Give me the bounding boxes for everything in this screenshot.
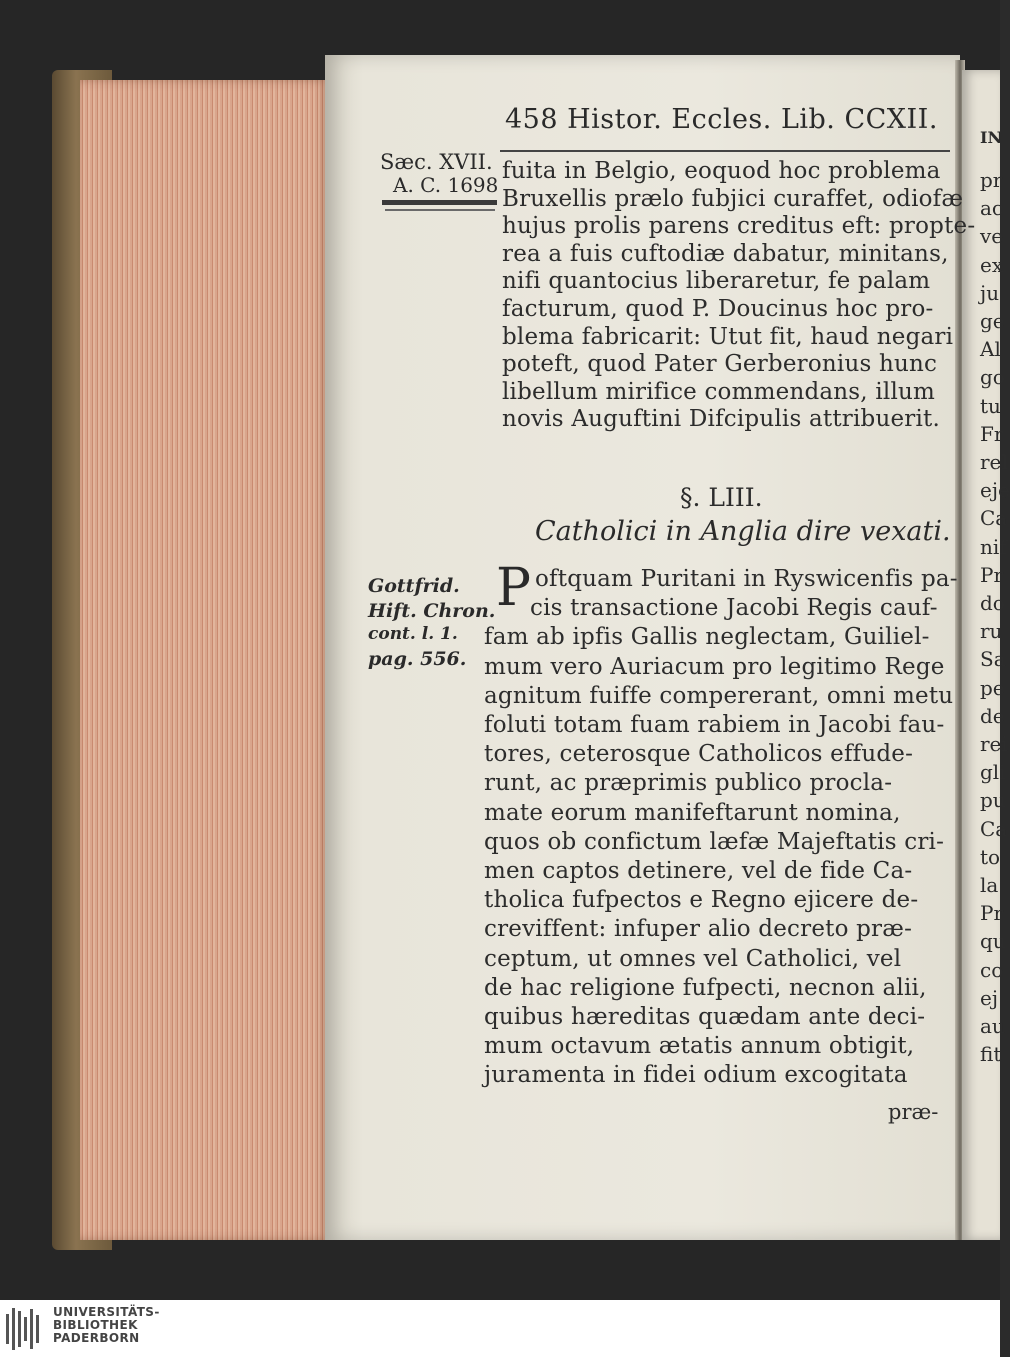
text-line: nifi quantocius liberaretur, fe palam	[502, 268, 931, 295]
facing-page-fragment: Pr	[980, 562, 1004, 587]
citation-line: Hift. Chron.	[368, 600, 496, 622]
facing-page-fragment: eje	[980, 478, 1010, 503]
facing-page-fragment: Ca	[980, 816, 1008, 841]
text-line: cis transactione Jacobi Regis cauf-	[530, 595, 938, 622]
citation-line: pag. 556.	[368, 648, 467, 670]
text-line: quibus hæreditas quædam ante deci-	[484, 1004, 926, 1030]
facing-page-fragment: IN	[980, 128, 1003, 147]
facing-page-fragment: co	[980, 957, 1004, 982]
text-line: hujus prolis parens creditus eft: propte-	[502, 213, 976, 240]
text-line: juramenta in fidei odium excogitata	[484, 1062, 908, 1089]
text-line: poteft, quod Pater Gerberonius hunc	[502, 351, 938, 378]
page-edges	[80, 80, 330, 1240]
facing-page-fragment: qu	[980, 929, 1006, 954]
facing-page-fragment: ru	[980, 619, 1003, 644]
text-line: facturum, quod P. Doucinus hoc pro-	[502, 296, 934, 322]
text-line: agnitum fuiffe compererant, omni metu	[484, 682, 954, 709]
text-line: mum octavum ætatis annum obtigit,	[484, 1033, 915, 1060]
text-line: libellum mirifice commendans, illum	[502, 378, 936, 405]
text-line: fam ab ipfis Gallis neglectam, Guiliel-	[484, 624, 930, 651]
section-title: Catholici in Anglia dire vexati.	[535, 516, 951, 547]
text-line: quos ob confictum læfæ Majeftatis cri-	[484, 828, 945, 855]
catchword: præ-	[888, 1100, 939, 1124]
drop-cap: P	[496, 558, 531, 618]
facing-page-fragment: gli	[980, 760, 1006, 785]
facing-page-fragment: Sa	[980, 647, 1006, 672]
text-line: oftquam Puritani in Ryswicenfis pa-	[535, 566, 958, 592]
margin-century: Sæc. XVII.	[380, 150, 493, 174]
facing-page-fragment: to	[980, 844, 1001, 869]
text-line: runt, ac præprimis publico procla-	[484, 770, 893, 797]
text-line: foluti totam fuam rabiem in Jacobi fau-	[484, 712, 945, 738]
text-line: novis Auguftini Difcipulis attribuerit.	[502, 406, 940, 433]
facing-page-fragment: pu	[980, 788, 1006, 813]
facing-page-fragment: Ca	[980, 506, 1008, 531]
margin-rule	[382, 200, 497, 205]
text-line: men captos detinere, vel de fide Ca-	[484, 858, 913, 884]
facing-page-fragment: nif	[980, 534, 1007, 559]
facing-page-fragment: do	[980, 591, 1005, 615]
citation-line: cont. l. 1.	[368, 624, 458, 644]
facing-page-fragment: Fr	[980, 421, 1004, 446]
facing-page-fragment: ex	[980, 252, 1004, 277]
facing-page-fragment: ge	[980, 309, 1005, 333]
library-name: BIBLIOTHEK	[53, 1318, 138, 1332]
text-line: tholica fufpectos e Regno ejicere de-	[484, 887, 919, 914]
header-rule	[500, 150, 950, 152]
text-line: rea a fuis cuftodiæ dabatur, minitans,	[502, 240, 949, 267]
text-line: mum vero Auriacum pro legitimo Rege	[484, 653, 945, 680]
facing-page-fragment: Al	[980, 337, 1001, 362]
facing-page-fragment: la	[980, 873, 999, 897]
text-line: fuita in Belgio, eoquod hoc problema	[502, 158, 941, 184]
text-line: ceptum, ut omnes vel Catholici, vel	[484, 945, 902, 972]
text-line: mate eorum manifeftarunt nomina,	[484, 799, 901, 826]
margin-rule-thin	[385, 209, 495, 211]
text-line: de hac religione fufpecti, necnon alii,	[484, 974, 927, 1001]
facing-page-fragment: rei	[980, 732, 1008, 756]
facing-page-fragment: au	[980, 1014, 1005, 1038]
facing-page-fragment: ej	[980, 985, 999, 1010]
page-header: 458 Histor. Eccles. Lib. CCXII.	[505, 104, 938, 135]
facing-page-fragment: rel	[980, 450, 1008, 474]
facing-page-fragment: de	[980, 703, 1005, 728]
facing-page-fragment: tu	[980, 393, 1001, 418]
facing-page-fragment: pr	[980, 168, 1003, 192]
text-line: Bruxellis prælo fubjici curaffet, odiofæ	[502, 185, 964, 212]
text-line: creviffent: infuper alio decreto præ-	[484, 916, 913, 943]
margin-year: A. C. 1698	[393, 173, 499, 197]
facing-page-fragment: pe	[980, 675, 1005, 700]
facing-page-fragment: ac	[980, 196, 1004, 221]
citation-line: Gottfrid.	[368, 575, 460, 597]
library-name: PADERBORN	[53, 1331, 140, 1345]
text-line: blema fabricarit: Utut fit, haud negari	[502, 323, 954, 350]
text-line: tores, ceterosque Catholicos effude-	[484, 741, 914, 768]
facing-page-fragment: ve	[980, 224, 1004, 249]
facing-page-fragment: Pr	[980, 901, 1004, 926]
library-name: UNIVERSITÄTS-	[53, 1305, 160, 1319]
facing-page-fragment: go	[980, 365, 1005, 390]
facing-page-fragment: fit	[980, 1042, 1002, 1067]
library-logo-icon	[6, 1308, 46, 1350]
section-number: §. LIII.	[680, 483, 763, 512]
facing-page-fragment: ju	[980, 280, 1000, 305]
